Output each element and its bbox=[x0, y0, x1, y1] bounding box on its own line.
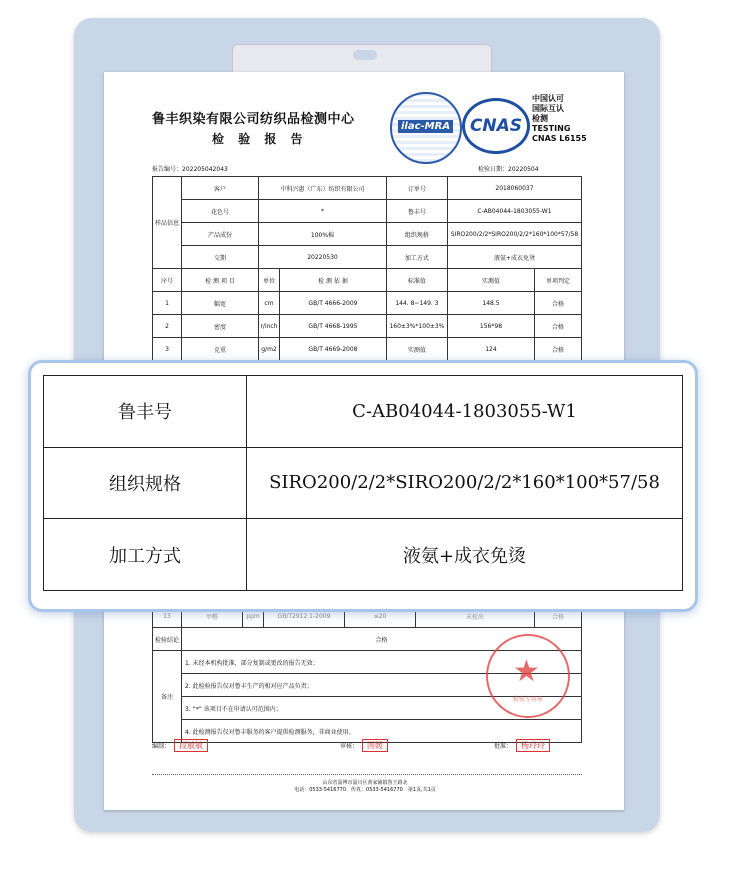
remark-row: 备注 1. 未经本机构批准，部分复制或更改的报告无效； bbox=[153, 651, 582, 674]
remark-row: 2. 此检验报告仅对鲁丰生产的相对应产品负责； bbox=[153, 674, 582, 697]
table-row bbox=[44, 447, 683, 519]
report-number: 报告编号：202205042043 bbox=[152, 166, 228, 173]
conclusion-value: 合格 bbox=[182, 628, 582, 651]
table-row bbox=[44, 376, 683, 448]
table-row: 样品信息 客户 中科兴惠（广东）纺织有限公司 订单号 2018060037 bbox=[153, 177, 582, 200]
table-row: 2 密度 r/inch GB/T 4668-1995 160±3%*100±3% 156*98 合格 bbox=[153, 315, 582, 338]
report-table-top bbox=[152, 176, 582, 361]
table-row: 13 甲醛 ppm GB/T2912.1-2009 ≤20 未检出 合格 bbox=[153, 605, 582, 628]
test-header-row: 序号 检 测 项 目 单位 检 测 依 据 标准值 实测值 单项判定 bbox=[153, 269, 582, 292]
remark-row: 3. “*” 该项目不在申请认可范围内； bbox=[153, 697, 582, 720]
prepared-by: 编制： 段敏敏 bbox=[152, 740, 208, 751]
conclusion-label: 检验结论 bbox=[153, 628, 182, 651]
footer-contact: 电话：0533-5416770 传真：0533-5416770 第1页,共1页 bbox=[294, 787, 436, 793]
official-stamp bbox=[486, 634, 570, 718]
cnas-accreditation-text: 中国认可 国际互认 检测 TESTING CNAS L6155 bbox=[532, 94, 587, 143]
zoom-value: C-AB04044-1803055-W1 bbox=[247, 376, 683, 448]
table-row bbox=[44, 519, 683, 591]
approved-by: 批准： 杨玲玲 bbox=[494, 740, 550, 751]
table-row: 产品成份 100%棉 组织规格 SIRO200/2/2*SIRO200/2/2*160*100*57/58 bbox=[153, 223, 582, 246]
cnas-logo: CNAS bbox=[462, 98, 530, 154]
zoom-label: 鲁丰号 bbox=[44, 376, 247, 448]
footer-address: 山东省淄博市淄川区黄家铺镇鲁王路北 bbox=[322, 780, 408, 786]
star-icon: ★ bbox=[513, 654, 540, 689]
zoom-value: SIRO200/2/2*SIRO200/2/2*160*100*57/58 bbox=[247, 447, 683, 519]
zoom-label: 组织规格 bbox=[44, 447, 247, 519]
ilac-logo-text: ilac-MRA bbox=[398, 120, 453, 133]
remarks-label: 备注 bbox=[153, 651, 182, 743]
zoom-table bbox=[43, 375, 683, 591]
footer-divider bbox=[152, 774, 582, 775]
lab-name: 鲁丰织染有限公司纺织品检测中心 bbox=[152, 112, 355, 127]
remark-row: 4. 此检测报告仅对鲁丰服务的客户提供检测服务，非商业使用。 bbox=[153, 720, 582, 743]
test-date: 检验日期：20220504 bbox=[478, 166, 539, 173]
zoom-label: 加工方式 bbox=[44, 519, 247, 591]
clip-hole bbox=[353, 50, 377, 60]
table-row: 1 幅宽 cm GB/T 4666-2009 144. 8~149. 3 148.5 合格 bbox=[153, 292, 582, 315]
stamp-text: 检验专用章 bbox=[512, 696, 543, 703]
table-row: 交期 20220530 加工方式 液氨+成衣免烫 bbox=[153, 246, 582, 269]
zoom-panel bbox=[28, 360, 698, 612]
ilac-mra-logo bbox=[390, 92, 462, 164]
zoom-value: 液氨+成衣免烫 bbox=[247, 519, 683, 591]
table-row: 3 克重 g/m2 GB/T 4669-2008 实测值 124 合格 bbox=[153, 338, 582, 361]
sample-info-label: 样品信息 bbox=[153, 177, 182, 269]
report-title: 检 验 报 告 bbox=[212, 132, 308, 146]
table-row: 花色号 * 鲁丰号 C-AB04044-1803055-W1 bbox=[153, 200, 582, 223]
reviewed-by: 审核： 国媛 bbox=[340, 740, 388, 751]
